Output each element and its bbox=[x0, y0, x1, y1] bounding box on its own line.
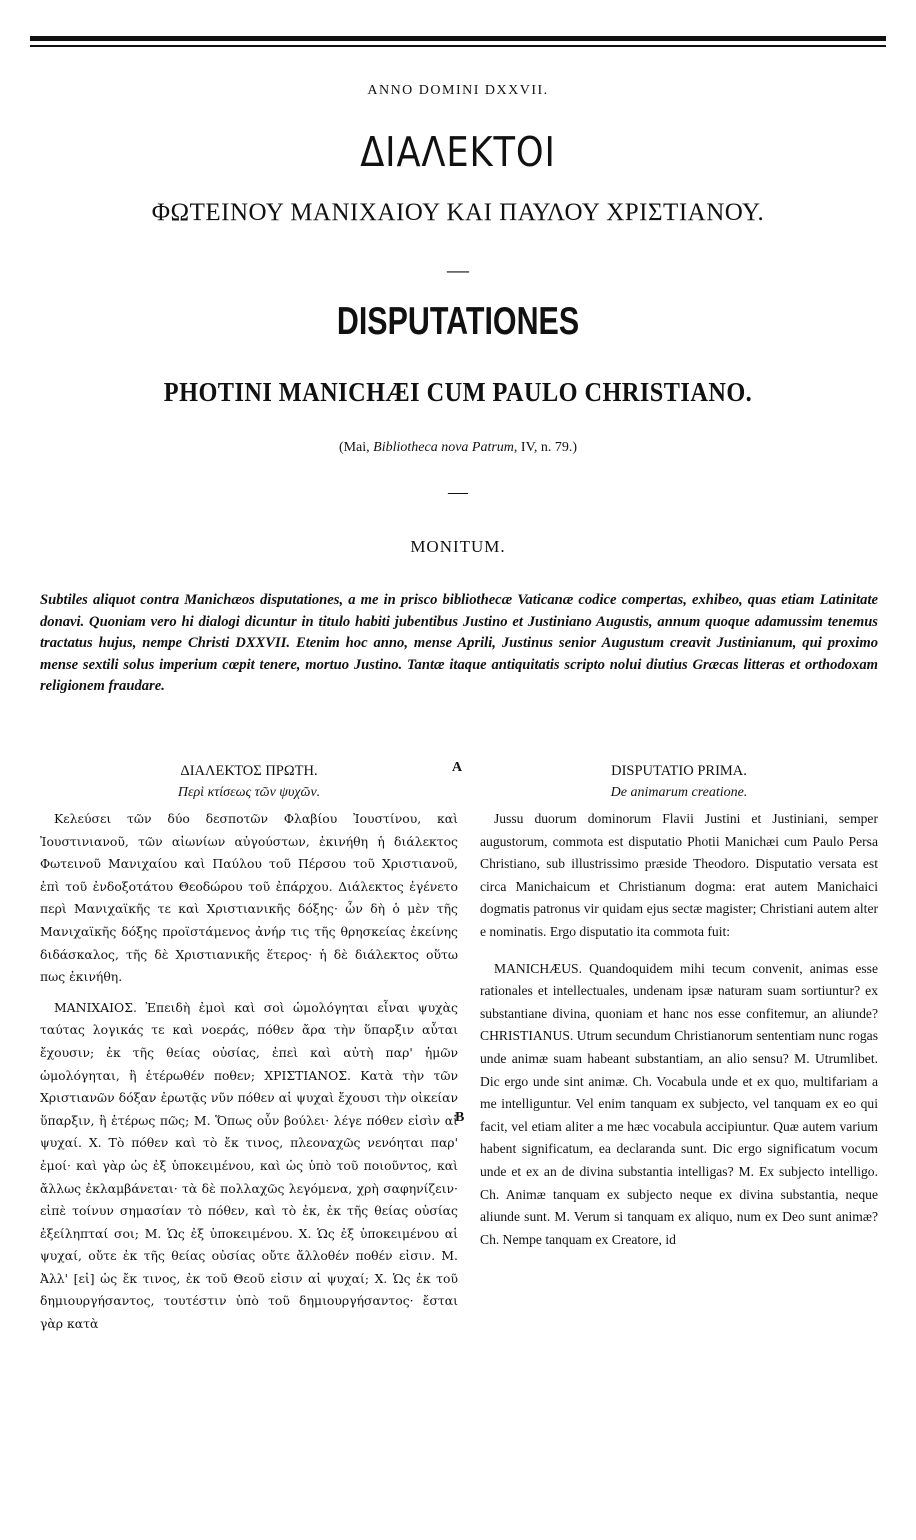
greek-column-subheading: Περὶ κτίσεως τῶν ψυχῶν. bbox=[177, 785, 321, 800]
column-marker-b: B bbox=[455, 1110, 465, 1125]
greek-column bbox=[40, 760, 458, 1336]
greek-subtitle: ΦΩΤΕΙΝΟΥ ΜΑΝΙΧΑΙΟΥ ΚΑΙ ΠΑΥΛΟΥ ΧΡΙΣΤΙΑΝΟΥ. bbox=[151, 199, 765, 226]
top-rule-thin bbox=[30, 45, 886, 47]
citation-open: (Mai, bbox=[338, 440, 374, 455]
separator-2: — bbox=[448, 481, 468, 503]
latin-column bbox=[480, 760, 878, 1251]
column-marker-a: A bbox=[452, 760, 463, 775]
latin-column-subheading: De animarum creatione. bbox=[610, 785, 748, 800]
latin-title: DISPUTATIONES bbox=[336, 300, 580, 343]
anno-domini: ANNO DOMINI DXXVII. bbox=[367, 83, 549, 98]
latin-paragraph-1: Jussu duorum dominorum Flavii Justini et Justiniani, semper augustorum, commota est disputatio Photii Manichæi cum Paulo Persa Christiano, sub illustrissimo præside Theodoro. Disputatio versata est circa Manichaicum et Christianum dogma: erat autem Manichaici dogmatis patronus vir quidam ejus sectæ magister; Christiani autem alter e nominatis. Ergo disputatio ita commota fuit: bbox=[480, 811, 878, 939]
latin-paragraph-2: MANICHÆUS. Quandoquidem mihi tecum convenit, animas esse rationales et intellectuales, undenam ipsæ naturam suam sortiuntur? ex substantiane divina, quoniam et hanc nos esse confitemur, an aliunde? CHRISTIANUS. Utrum secundum Christianorum sententiam nunc rogas unde animæ suam habeant substantiam, an alio sensu? M. Utrumlibet. Dic ergo unde sint animæ. Ch. Vocabula unde et ex quo, multifariam a me intelliguntur. Vel enim tanquam ex subjecto, vel tanquam ex eo qui facit, vel etiam aliter a me hæc vocabula accipiuntur. Quæ autem varium habent significatum, ea declaranda sunt. Dic ergo significatum vocum unde et ex an de divina substantia intelligas? M. Ex subjecto intelligo. Ch. Animæ tanquam ex subjecto neque ex divina substantia, neque aliunde sunt. M. Verum si tanquam ex aliquo, num ex Deo sunt animæ? Ch. Nempe tanquam ex Creatore, id bbox=[480, 960, 878, 1247]
top-rule-thick bbox=[30, 36, 886, 41]
separator: — bbox=[447, 257, 469, 282]
citation bbox=[30, 440, 886, 456]
monitum-text: Subtiles aliquot contra Manichæos disputationes, a me in prisco bibliothecæ Vaticanæ codice compertas, exhibeo, quas etiam Latinitate donavi. Quoniam vero hi dialogi dicuntur in titulo habiti jubentibus Justino et Justiniano Augustis, annum quoque adamussim tenemus tractatus hujus, nempe Christi DXXVII. Etenim hoc anno, mense Aprili, Justinus senior Augustum creavit Justinianum, qui proximo mense sextili solus imperium cœpit tenere, mortuo Justino. Tantæ itaque antiquitatis scripto nolui diutius Græcas litteras et orthodoxam religionem fraudare. bbox=[40, 592, 878, 694]
latin-column-heading: DISPUTATIO PRIMA. bbox=[611, 763, 747, 779]
latin-subtitle: PHOTINI MANICHÆI CUM PAULO CHRISTIANO. bbox=[163, 377, 753, 407]
greek-paragraph-1: Κελεύσει τῶν δύο δεσποτῶν Φλαβίου Ἰουστίνου, καὶ Ἰουστινιανοῦ, τῶν αἰωνίων αὐγούστων, ἐκινήθη ἡ διάλεκτος Φωτεινοῦ Μανιχαίου καὶ Παύλου τοῦ Πέρσου τοῦ Χριστιανοῦ, ἐπὶ τοῦ ἐνδοξοτάτου Θεοδώρου τοῦ ἐπάρχου. Διάλεκτος ἐγένετο περὶ Μανιχαϊκῆς τε καὶ Χριστιανικῆς δόξης· ὧν δὴ ὁ μὲν τῆς Μανιχαϊκῆς δόξης προϊστάμενος ἀνήρ τις τῆς θρησκείας ἐκείνης διδάσκαλος, τῆς δὲ Χριστιανικῆς ἕτερος· ἡ δὲ διάλεκτος οὕτω πως ἐκινήθη. bbox=[40, 811, 458, 985]
monitum-heading: MONITUM. bbox=[410, 537, 506, 556]
citation-rest: , IV, n. 79.) bbox=[513, 440, 578, 455]
greek-title: ΔΙΑΛΕΚΤΟΙ bbox=[360, 128, 556, 176]
greek-column-heading: ΔΙΑΛΕΚΤΟΣ ΠΡΩΤΗ. bbox=[180, 763, 318, 779]
greek-paragraph-2: ΜΑΝΙΧΑΙΟΣ. Ἐπειδὴ ἐμοὶ καὶ σοὶ ὡμολόγηται εἶναι ψυχὰς ταύτας λογικάς τε καὶ νοεράς, πόθεν ἄρα τὴν ὕπαρξιν αὗται ἔχουσιν; ἐκ τῆς θείας οὐσίας, ἐπεὶ καὶ αὐτὴ παρ' ἡμῶν ὡμολόγηται, ἢ ἑτέρωθέν ποθεν; ΧΡΙΣΤΙΑΝΟΣ. Κατὰ τὴν τῶν Χριστιανῶν δόξαν ἐρωτᾷς νῦν πόθεν αἱ ψυχαὶ ἔχουσι τὴν οἰκείαν ὕπαρξιν, ἢ ἑτέρως πῶς; Μ. Ὅπως οὖν βούλει· λέγε πόθεν εἰσὶν αἱ ψυχαί. Χ. Τὸ πόθεν καὶ τὸ ἔκ τινος, πλεοναχῶς νενόηται παρ' ἐμοί· καὶ γὰρ ὡς ἐξ ὑποκειμένου, καὶ ὡς ὑπὸ τοῦ ποιοῦντος, καὶ ἄλλως ἐκλαμβάνεται· τὰ δὲ πολλαχῶς λεγόμενα, χρὴ σαφηνίζειν· εἰπὲ τοίνυν σημασίαν τὸ πόθεν, καὶ τὸ ἐκ, ἐκ τῆς θείας οὐσίας ἐξείληπταί σοι; Μ. Ὡς ἐξ ὑποκειμένου. Χ. Ὡς ἐξ ὑποκειμένου αἱ ψυχαί, οὔτε ἐκ τῆς θείας οὐσίας οὔτε ἄλλοθέν ποθέν εἰσιν. Μ. Ἀλλ' [εἰ] ὡς ἔκ τινος, ἐκ τοῦ Θεοῦ εἰσιν αἱ ψυχαί; Χ. Ὡς ἐκ τοῦ δημιουργήσαντος, τουτέστιν ὑπὸ τοῦ δημιουργήσαντος· ἔσται γὰρ κατὰ bbox=[40, 999, 458, 1332]
citation-work: Bibliotheca nova Patrum bbox=[373, 440, 514, 455]
